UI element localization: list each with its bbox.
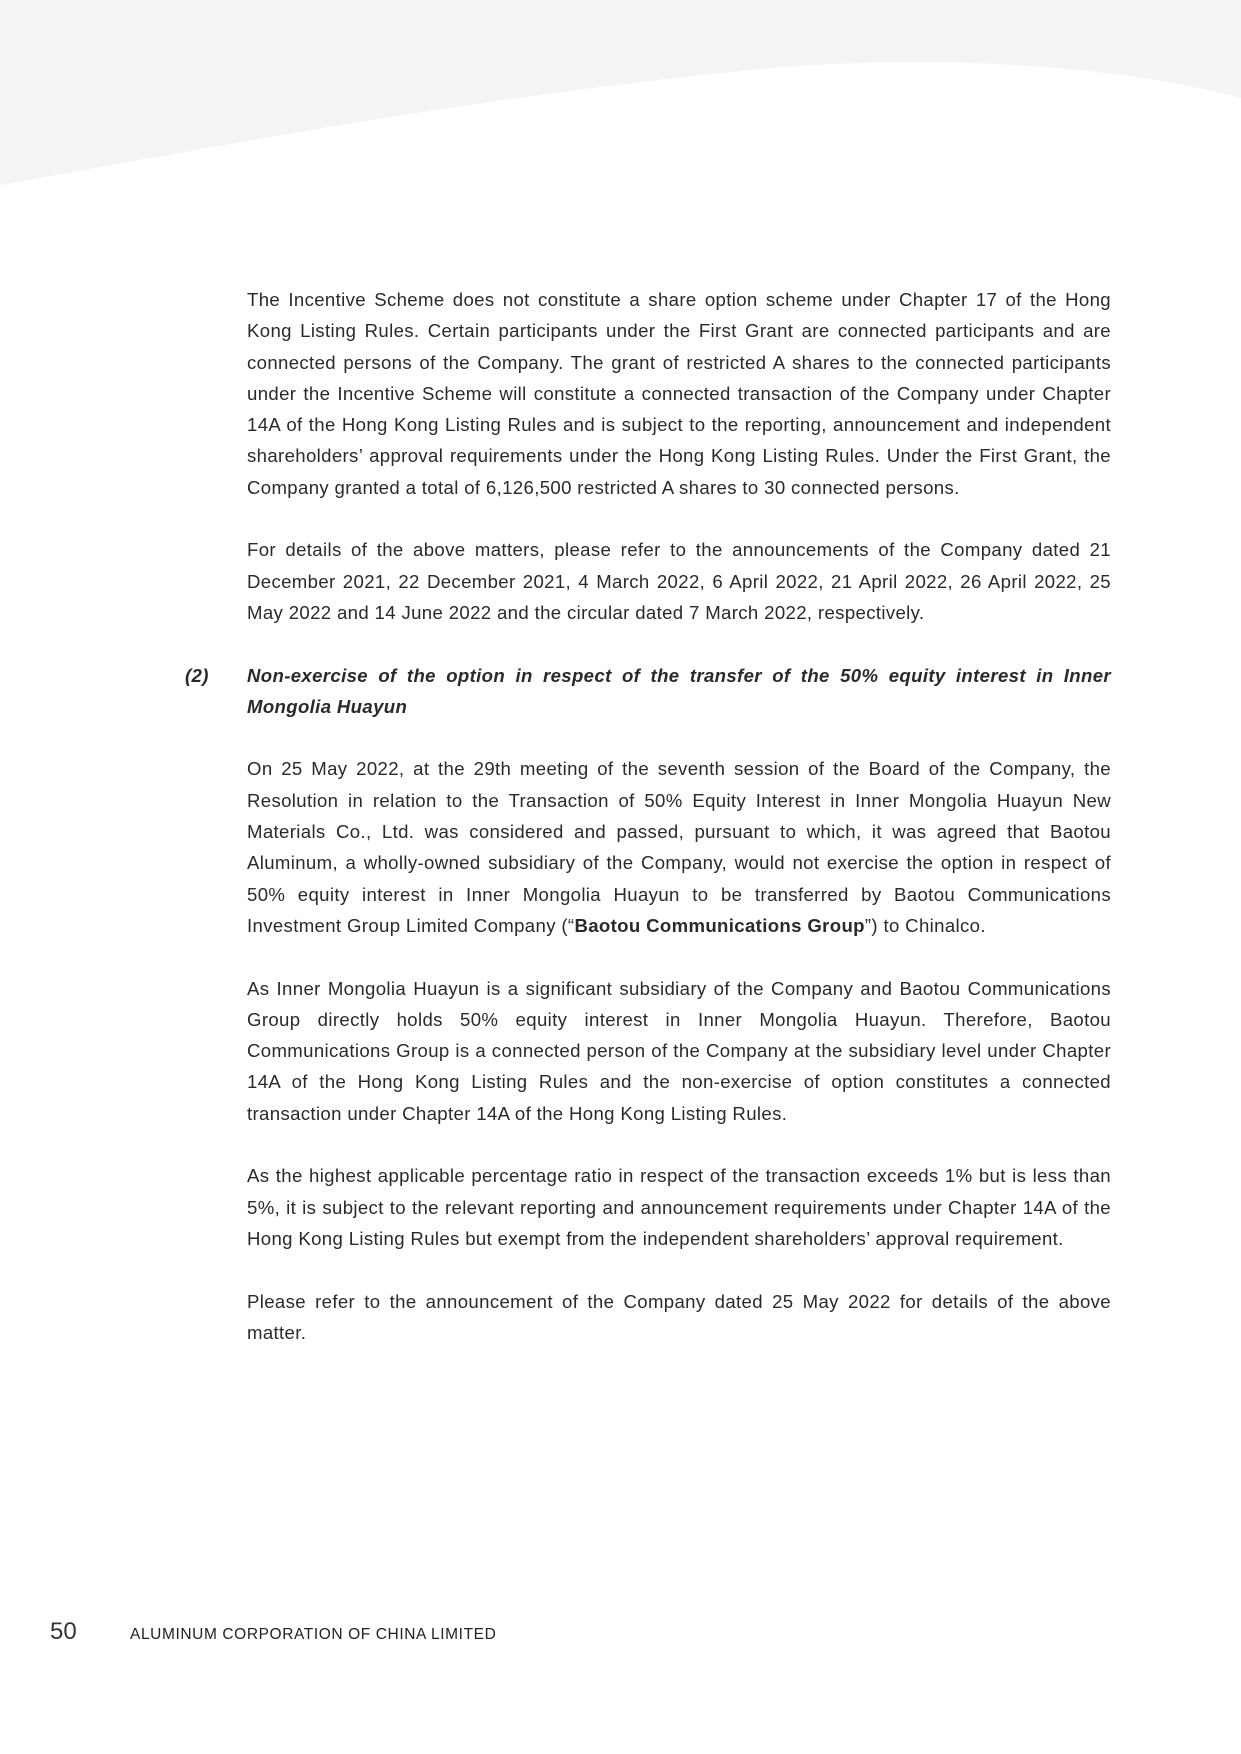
section-title: Non-exercise of the option in respect of the transfer of the 50% equity interest in Inner Mongolia Huayun [247,664,1111,717]
defined-term: Baotou Communications Group [574,914,865,936]
footer-company-name: ALUMINUM CORPORATION OF CHINA LIMITED [130,1626,497,1643]
text: ”) to Chinalco. [864,914,986,936]
section-number: (2) [185,664,209,686]
page-number: 50 [50,1618,77,1645]
paragraph-details-reference: For details of the above matters, please refer to the announcements of the Company dated 21 December 2021, 22 December 2021, 4 March 2022, 6 April 2022, 21 April 2022, 26 April 2022, 25 May 2022 and 14 June 2022 and the circular dated 7 March 2022, respectively. [247,539,1111,623]
document-body [185,284,1111,1379]
paragraph-refer-announcement: Please refer to the announcement of the Company dated 25 May 2022 for details of the above matter. [247,1290,1111,1343]
paragraph-connected-person: As Inner Mongolia Huayun is a significant subsidiary of the Company and Baotou Communications Group directly holds 50% equity interest in Inner Mongolia Huayun. Therefore, Baotou Communications Group is a connected person of the Company at the subsidiary level under Chapter 14A of the Hong Kong Listing Rules and the non-exercise of option constitutes a connected transaction under Chapter 14A of the Hong Kong Listing Rules. [247,977,1111,1124]
paragraph-incentive-scheme: The Incentive Scheme does not constitute a share option scheme under Chapter 17 of the Hong Kong Listing Rules. Certain participants under the First Grant are connected participants and are connected persons of the Company. The grant of restricted A shares to the connected participants under the Incentive Scheme will constitute a connected transaction of the Company under Chapter 14A of the Hong Kong Listing Rules and is subject to the reporting, announcement and independent shareholders’ approval requirements under the Hong Kong Listing Rules. Under the First Grant, the Company granted a total of 6,126,500 restricted A shares to 30 connected persons. [247,289,1111,498]
section-heading [185,660,1111,723]
paragraph-percentage-ratio: As the highest applicable percentage ratio in respect of the transaction exceeds 1% but is less than 5%, it is subject to the relevant reporting and announcement requirements under Chapter 14A of the Hong Kong Listing Rules but exempt from the independent shareholders’ approval requirement. [247,1165,1111,1249]
paragraph-board-resolution [247,753,1111,941]
text: On 25 May 2022, at the 29th meeting of the seventh session of the Board of the Company, the Resolution in relation to the Transaction of 50% Equity Interest in Inner Mongolia Huayun New Materials Co., Ltd. was considered and passed, pursuant to which, it was agreed that Baotou Aluminum, a wholly-owned subsidiary of the Company, would not exercise the option in respect of 50% equity interest in Inner Mongolia Huayun to be transferred by Baotou Communications Investment Group Limited Company (“ [247,758,1111,936]
header-curve-decoration [0,0,1241,200]
